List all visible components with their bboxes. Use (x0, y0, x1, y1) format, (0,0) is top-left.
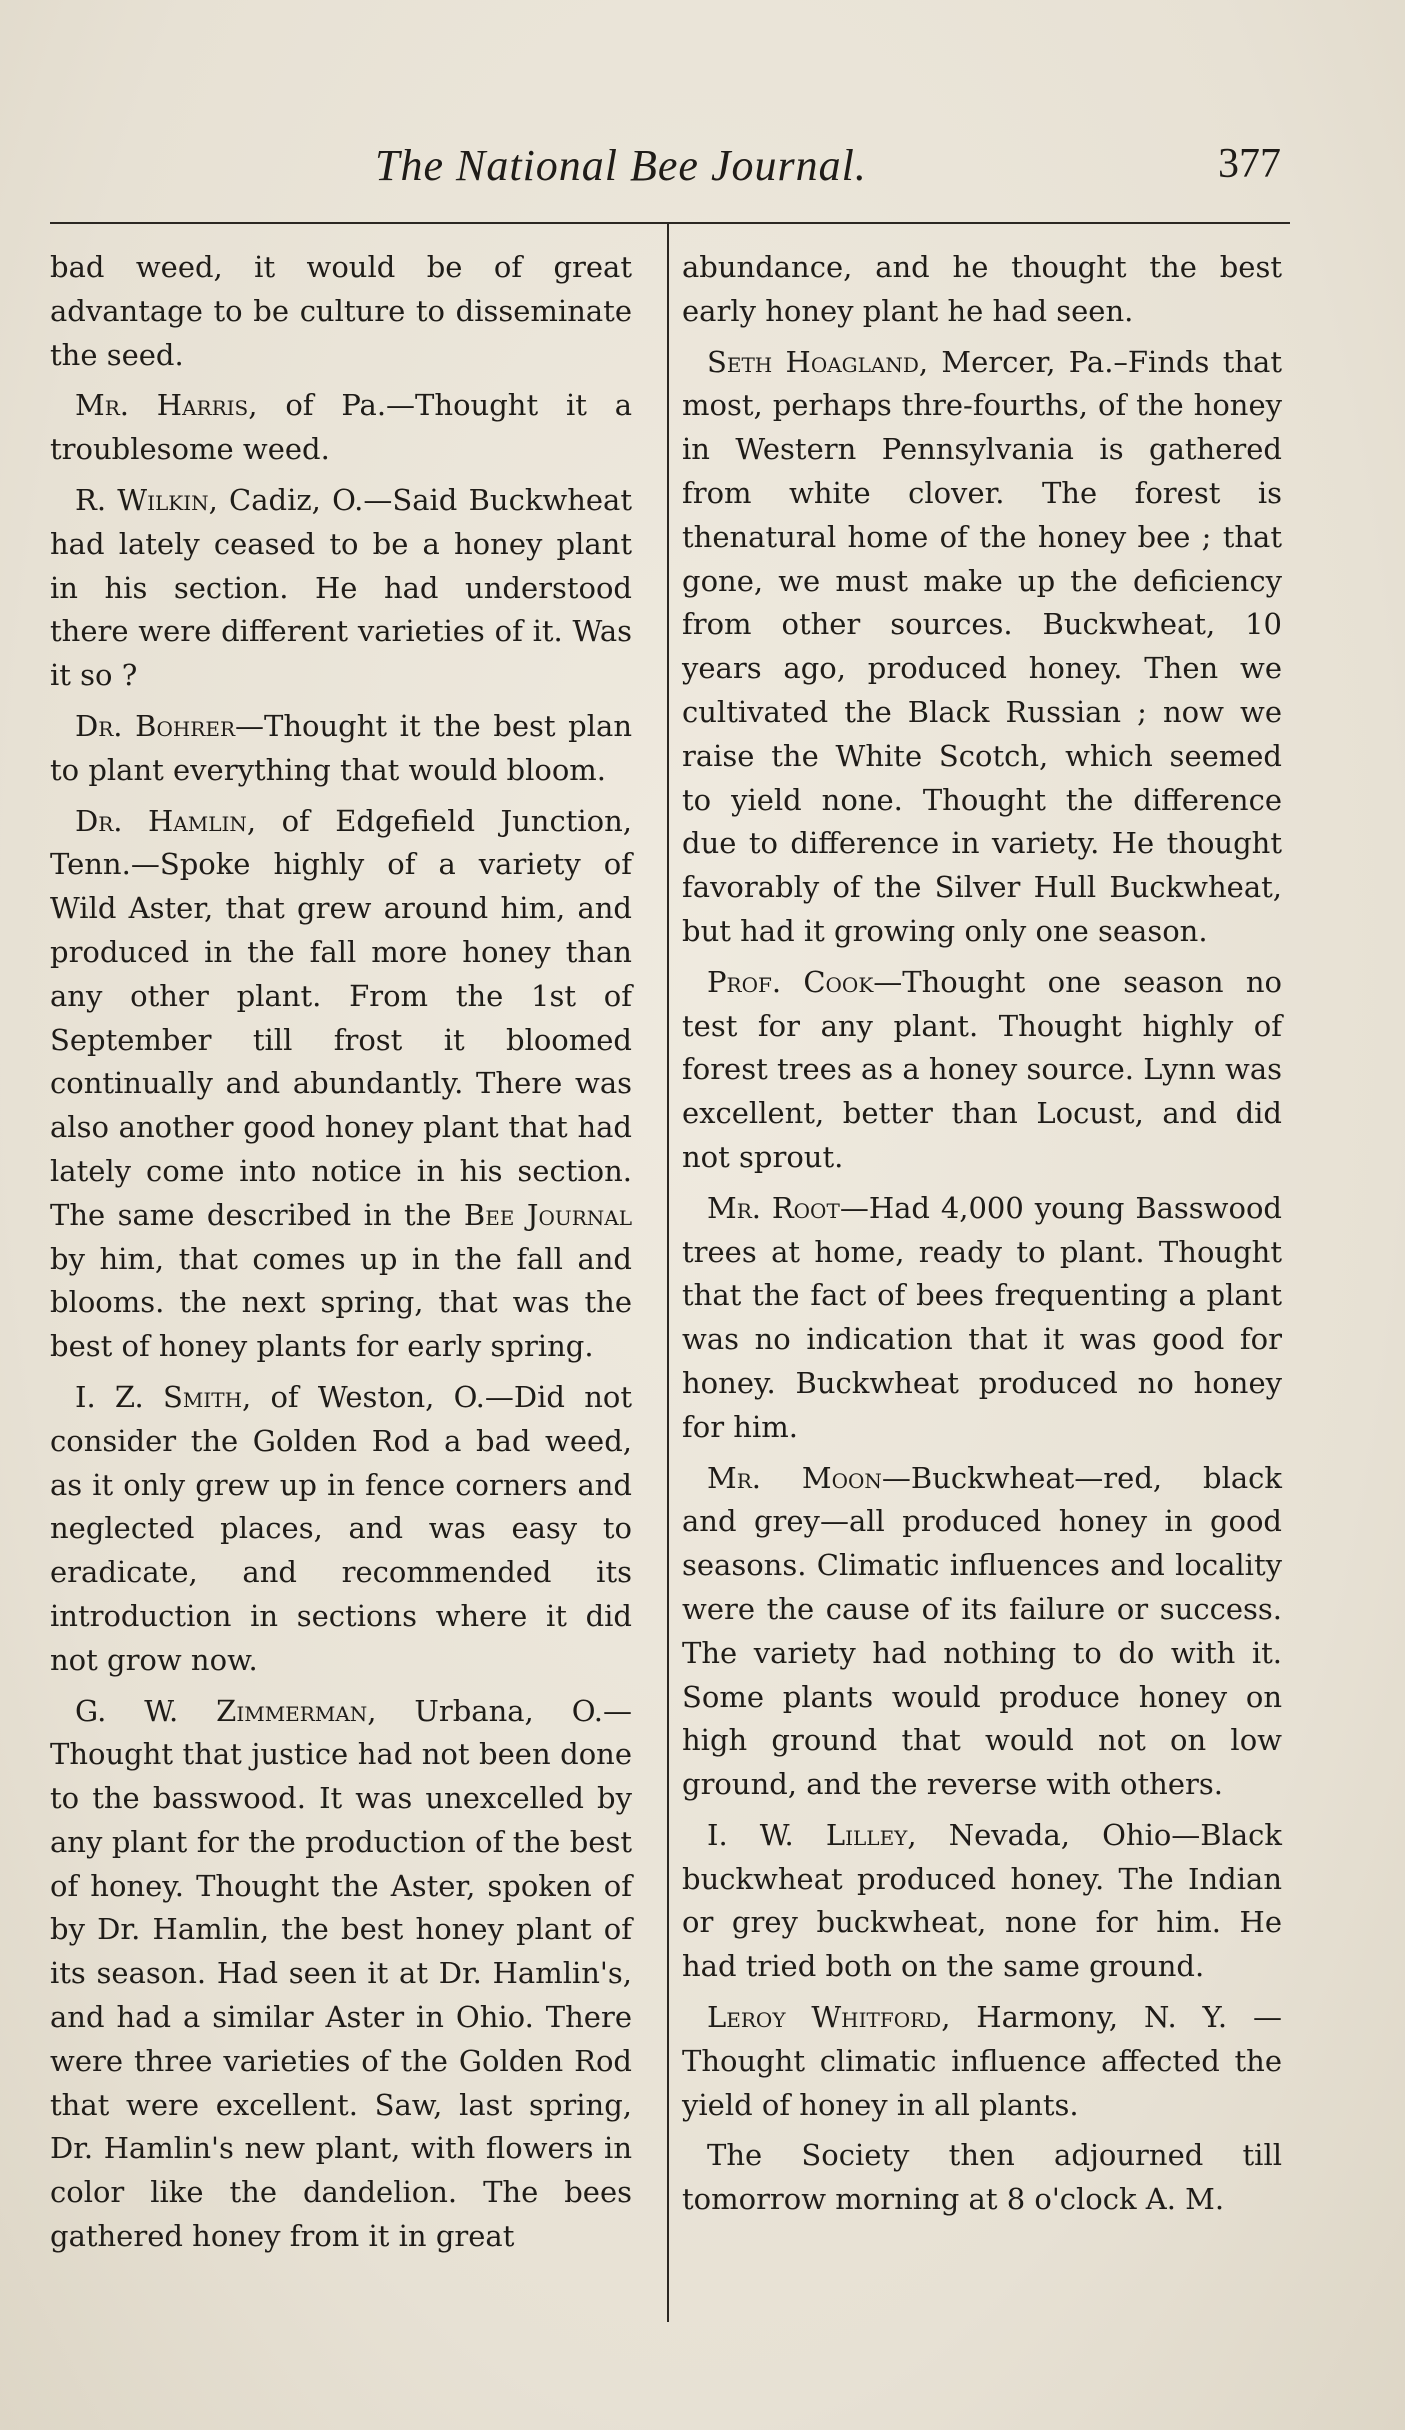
speaker-name: R. Wilkin (75, 482, 209, 517)
paragraph: Seth Hoagland, Mercer, Pa.–Finds that most, perhaps thre-fourths, of the honey in Western Pennsylvania is gathered from white clover. The forest is thenatural home of the honey bee ; that gone, we must make up the deficiency from other sources. Buckwheat, 10 years ago, produced honey. Then we cultivated the Black Russian ; now we raise the White Scotch, which seemed to yield none. Thought the difference due to difference in variety. He thought favorably of the Silver Hull Buckwheat, but had it growing only one season. (682, 344, 1282, 948)
speaker-name: G. W. Zimmerman (75, 1693, 368, 1728)
running-head (0, 140, 1405, 200)
speaker-name: Prof. Cook (707, 964, 874, 999)
paragraph: I. W. Lilley, Nevada, Ohio—Black buckwheat produced honey. The Indian or grey buckwheat, none for him. He had tried both on the same ground. (682, 1817, 1282, 1984)
column-divider (667, 224, 669, 2322)
speaker-name: Leroy Whitford (707, 2000, 942, 2035)
header-rule (50, 222, 1290, 224)
speaker-name: Mr. Root (707, 1190, 840, 1225)
journal-title: The National Bee Journal. (375, 141, 867, 190)
speaker-name: Seth Hoagland (707, 344, 919, 379)
paragraph: I. Z. Smith, of Weston, O.—Did not consider the Golden Rod a bad weed, as it only grew up in fence corners and neglected places, and was easy to eradicate, and recommended its introduction in sections where it did not grow now. (50, 1379, 632, 1677)
paragraph: The Society then adjourned till tomorrow morning at 8 o'clock A. M. (682, 2138, 1282, 2217)
paragraph: Dr. Hamlin, of Edgefield Junction, Tenn.—Spoke highly of a variety of Wild Aster, that grew around him, and produced in the fall more honey than any other plant. From the 1st of September till frost it bloomed continually and abundantly. There was also another good honey plant that had lately come into notice in his section. The same described in the Bee Journal by him, that comes up in the fall and blooms. the next spring, that was the best of honey plants for early spring. (50, 803, 633, 1364)
speaker-name: Dr. Hamlin (75, 803, 247, 838)
paragraph: Mr. Moon—Buckwheat—red, black and grey—all produced honey in good seasons. Climatic influences and locality were the cause of its failure or success. The variety had nothing to do with it. Some plants would produce honey on high ground that would not on low ground, and the reverse with others. (682, 1460, 1282, 1802)
speaker-name: Mr. Moon (707, 1460, 882, 1495)
paragraph: Leroy Whitford, Harmony, N. Y. —Thought climatic influence affected the yield of honey in all plants. (682, 2000, 1282, 2122)
paragraph: Mr. Harris, of Pa.—Thought it a troublesome weed. (50, 388, 632, 467)
paragraph: Mr. Root—Had 4,000 young Basswood trees at home, ready to plant. Thought that the fact of bees frequenting a plant was no indication that it was good for honey. Buckwheat produced no honey for him. (682, 1190, 1282, 1444)
paragraph: Prof. Cook—Thought one season no test for any plant. Thought highly of forest trees as a honey source. Lynn was excellent, better than Locust, and did not sprout. (682, 964, 1282, 1174)
paragraph: G. W. Zimmerman, Urbana, O.—Thought that justice had not been done to the basswood. It was unexcelled by any plant for the production of the best of honey. Thought the Aster, spoken of by Dr. Hamlin, the best honey plant of its season. Had seen it at Dr. Hamlin's, and had a similar Aster in Ohio. There were three varieties of the Golden Rod that were excellent. Saw, last spring, Dr. Hamlin's new plant, with flowers in color like the dandelion. The bees gathered honey from it in great (50, 1693, 632, 2254)
speaker-name: I. W. Lilley (707, 1817, 908, 1852)
speaker-name: Mr. Harris (75, 388, 249, 423)
paragraph: R. Wilkin, Cadiz, O.—Said Buckwheat had lately ceased to be a honey plant in his section. He had understood there were different varieties of it. Was it so ? (50, 482, 632, 693)
speaker-name: I. Z. Smith (75, 1379, 243, 1414)
page-number: 377 (1218, 141, 1281, 187)
journal-reference: Bee Journal (463, 1197, 632, 1232)
right-column (682, 246, 1282, 2229)
paragraph: abundance, and he thought the best early honey plant he had seen. (682, 250, 1282, 328)
paragraph: Dr. Bohrer—Thought it the best plan to plant everything that would bloom. (50, 708, 632, 787)
paragraph: bad weed, it would be of great advantage to be culture to disseminate the seed. (50, 250, 632, 372)
speaker-name: Dr. Bohrer (75, 708, 236, 743)
left-column (50, 246, 632, 2266)
